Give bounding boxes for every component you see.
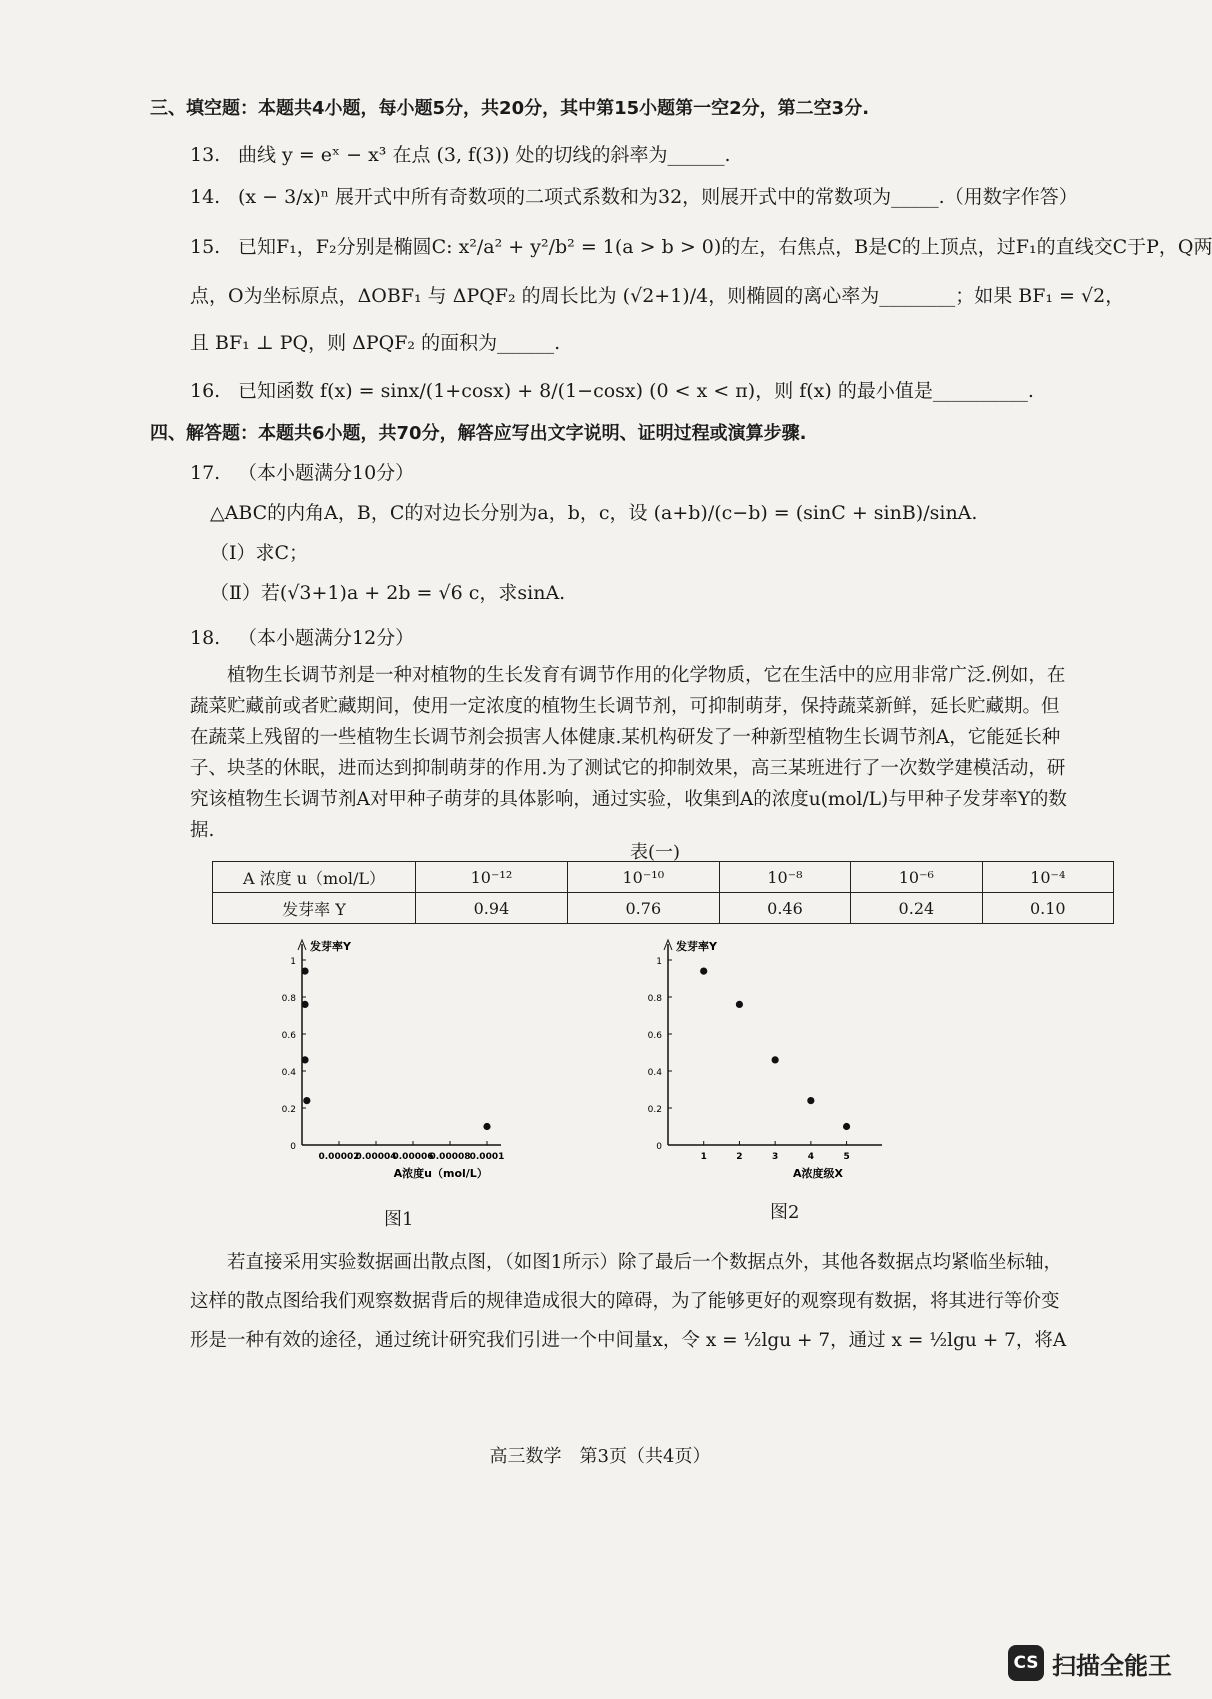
question-18-paragraph-1: 植物生长调节剂是一种对植物的生长发育有调节作用的化学物质，它在生活中的应用非常广泛.例如，在蔬菜贮藏前或者贮藏期间，使用一定浓度的植物生长调节剂，可抑制萌芽，保持蔬菜新鲜，延长贮藏期。但在蔬菜上残留的一些植物生长调节剂会损害人体健康.某机构研发了一种新型植物生长调节剂A，它能延长种子、块茎的休眠，进而达到抑制萌芽的作用.为了测试它的抑制效果，高三某班进行了一次数学建模活动，研究该植物生长调节剂A对甲种子萌芽的具体影响，通过实验，收集到A的浓度u(mol/L)与甲种子发芽率Y的数据. — [190, 665, 1067, 841]
table-cell: 10⁻⁶ — [851, 862, 982, 893]
data-point — [700, 968, 707, 975]
question-score: （本小题满分12分） — [238, 627, 415, 649]
data-point — [483, 1123, 490, 1130]
question-number: 14. — [190, 186, 221, 208]
x-tick-label: 0.00004 — [355, 1152, 397, 1162]
question-number: 17. — [190, 462, 221, 484]
question-17-part1: （Ⅰ）求C； — [210, 542, 309, 564]
data-point — [772, 1056, 779, 1063]
page-footer: 高三数学 第3页（共4页） — [489, 1446, 711, 1467]
figure-1-caption: 图1 — [384, 1209, 414, 1230]
table-cell: 10⁻⁸ — [719, 862, 850, 893]
table-cell: 0.24 — [851, 893, 982, 924]
x-tick-label: 0.00008 — [429, 1152, 471, 1162]
y-tick-label: 0 — [290, 1142, 296, 1152]
y-tick-label: 0.4 — [281, 1068, 296, 1078]
y-tick-label: 0.6 — [647, 1031, 662, 1041]
question-13 — [190, 142, 731, 168]
question-15-line3: 且 BF₁ ⊥ PQ，则 ΔPQF₂ 的面积为______. — [190, 332, 561, 354]
figure-2-caption: 图2 — [770, 1202, 800, 1223]
section-4-heading: 四、解答题：本题共6小题，共70分，解答应写出文字说明、证明过程或演算步骤. — [150, 423, 807, 444]
data-point — [303, 1097, 310, 1104]
data-table — [212, 861, 1114, 924]
table-row — [213, 893, 1114, 924]
question-text: (x − 3/x)ⁿ 展开式中所有奇数项的二项式系数和为32，则展开式中的常数项为_____.（用数字作答） — [238, 186, 1078, 208]
figure-1-scatter-plot — [281, 930, 558, 1190]
x-axis-label: A浓度u（mol/L） — [393, 1167, 488, 1180]
question-number: 18. — [190, 627, 221, 649]
table-header-cell: 发芽率 Y — [213, 893, 416, 924]
question-15-line2: 点，O为坐标原点，ΔOBF₁ 与 ΔPQF₂ 的周长比为 (√2+1)/4，则椭圆的离心率为________；如果 BF₁ = √2， — [190, 285, 1125, 307]
x-tick-label: 2 — [736, 1152, 743, 1162]
y-tick-label: 0 — [656, 1142, 662, 1152]
x-tick-label: 0.00002 — [318, 1152, 360, 1162]
question-17-stem: △ABC的内角A，B，C的对边长分别为a，b，c，设 (a+b)/(c−b) = (sinC + sinB)/sinA. — [210, 502, 978, 524]
x-tick-label: 0.00006 — [392, 1152, 434, 1162]
question-number: 16. — [190, 380, 221, 402]
question-17-part2: （Ⅱ）若(√3+1)a + 2b = √6 c，求sinA. — [210, 582, 566, 604]
data-point — [301, 1056, 308, 1063]
question-number: 15. — [190, 236, 221, 258]
data-point — [736, 1001, 743, 1008]
y-tick-label: 1 — [290, 957, 296, 967]
figure-2-scatter-plot — [647, 930, 904, 1190]
data-point — [843, 1123, 850, 1130]
table-header-cell: A 浓度 u（mol/L） — [213, 862, 416, 893]
table-cell: 10⁻⁴ — [982, 862, 1113, 893]
x-axis-label: A浓度级X — [793, 1167, 843, 1180]
question-text: 已知函数 f(x) = sinx/(1+cosx) + 8/(1−cosx) (0 < x < π)，则 f(x) 的最小值是__________. — [238, 380, 1034, 402]
y-tick-label: 0.8 — [647, 994, 662, 1004]
question-18-paragraph-2: 若直接采用实验数据画出散点图，（如图1所示）除了最后一个数据点外，其他各数据点均紧临坐标轴，这样的散点图给我们观察数据背后的规律造成很大的障碍，为了能够更好的观察现有数据，将其进行等价变形是一种有效的途径，通过统计研究我们引进一个中间量x，令 x = ½lgu + 7，通过 x = ½lgu + 7，将A — [190, 1252, 1067, 1351]
table-cell: 0.10 — [982, 893, 1113, 924]
y-tick-label: 1 — [656, 957, 662, 967]
question-15 — [190, 234, 1212, 260]
table-caption: 表(一) — [630, 842, 681, 863]
y-tick-label: 0.2 — [281, 1105, 296, 1115]
y-axis-label: 发芽率Y — [676, 940, 717, 953]
y-tick-label: 0.2 — [647, 1105, 662, 1115]
x-tick-label: 3 — [772, 1152, 779, 1162]
question-14 — [190, 184, 1078, 210]
data-point — [301, 1001, 308, 1008]
question-number: 13. — [190, 144, 221, 166]
y-tick-label: 0.6 — [281, 1031, 296, 1041]
question-score: （本小题满分10分） — [238, 462, 415, 484]
camscanner-logo-icon: CS — [1008, 1645, 1044, 1681]
table-cell: 10⁻¹⁰ — [567, 862, 719, 893]
table-cell: 0.94 — [416, 893, 568, 924]
section-3-heading: 三、填空题：本题共4小题，每小题5分，共20分，其中第15小题第一空2分，第二空3分. — [150, 98, 870, 119]
scanner-watermark — [1008, 1645, 1172, 1681]
x-tick-label: 0.0001 — [469, 1152, 505, 1162]
question-text: 曲线 y = eˣ − x³ 在点 (3, f(3)) 处的切线的斜率为______. — [238, 144, 731, 166]
y-axis-label: 发芽率Y — [310, 940, 351, 953]
table-cell: 0.76 — [567, 893, 719, 924]
y-tick-label: 0.4 — [647, 1068, 662, 1078]
table-cell: 0.46 — [719, 893, 850, 924]
table-cell: 10⁻¹² — [416, 862, 568, 893]
x-tick-label: 4 — [807, 1152, 814, 1162]
table-row — [213, 862, 1114, 893]
y-tick-label: 0.8 — [281, 994, 296, 1004]
x-tick-label: 1 — [700, 1152, 707, 1162]
question-text-line1: 已知F₁，F₂分别是椭圆C: x²/a² + y²/b² = 1(a > b > 0)的左，右焦点，B是C的上顶点，过F₁的直线交C于P，Q两 — [238, 236, 1212, 258]
watermark-text: 扫描全能王 — [1052, 1651, 1172, 1680]
data-point — [301, 968, 308, 975]
question-16 — [190, 378, 1034, 404]
x-tick-label: 5 — [843, 1152, 850, 1162]
question-17-header — [190, 460, 414, 486]
question-18-header — [190, 625, 414, 651]
data-point — [807, 1097, 814, 1104]
